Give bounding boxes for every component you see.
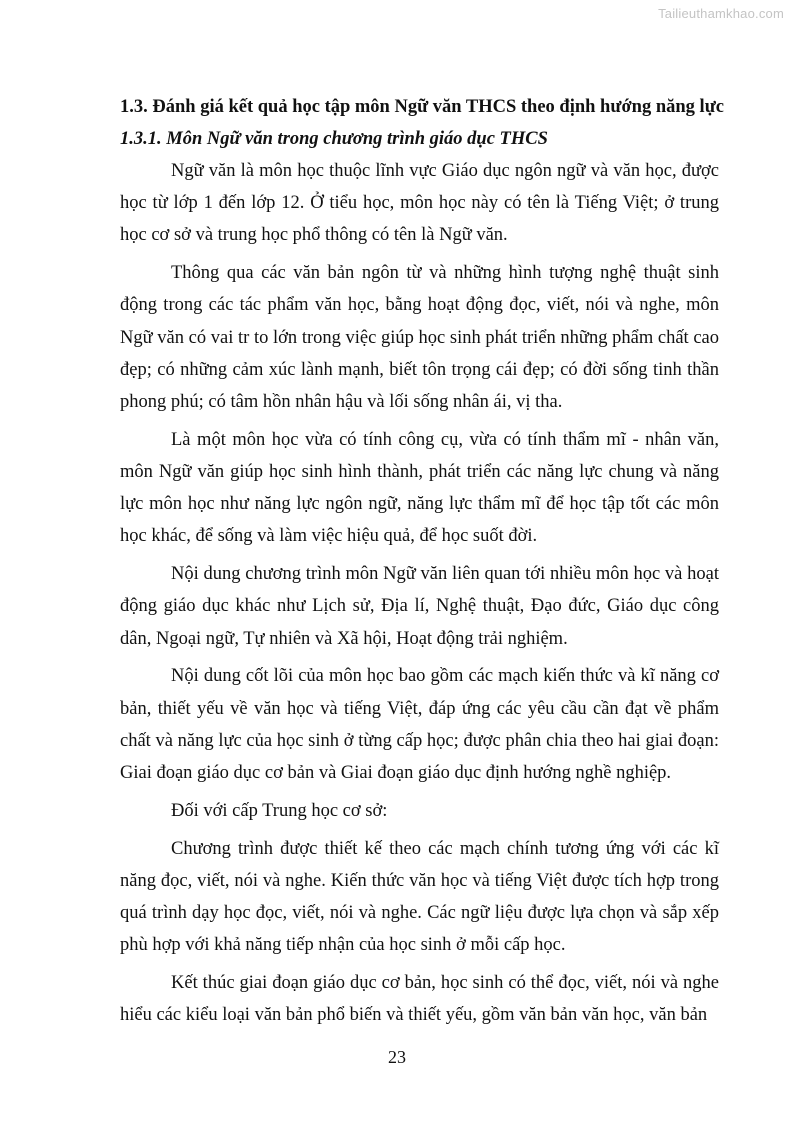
paragraph-1: Ngữ văn là môn học thuộc lĩnh vực Giáo dục ngôn ngữ và văn học, được học từ lớp 1 đến lớp 12. Ở tiểu học, môn học này có tên là Tiếng Việt; ở trung học cơ sở và trung học phổ thông có tên là Ngữ văn. [120, 161, 719, 246]
paragraph-8: Kết thúc giai đoạn giáo dục cơ bản, học sinh có thể đọc, viết, nói và nghe hiểu các kiểu loại văn bản phổ biến và thiết yếu, gồm văn bản văn học, văn bản [120, 973, 719, 1026]
watermark-text: Tailieuthamkhao.com [658, 6, 784, 21]
section-heading: 1.3. Đánh giá kết quả học tập môn Ngữ văn THCS theo định hướng năng lực [120, 97, 725, 117]
paragraph-4: Nội dung chương trình môn Ngữ văn liên quan tới nhiều môn học và hoạt động giáo dục khác như Lịch sử, Địa lí, Nghệ thuật, Đạo đức, Giáo dục công dân, Ngoại ngữ, Tự nhiên và Xã hội, Hoạt động trải nghiệm. [120, 564, 719, 649]
paragraph-2: Thông qua các văn bản ngôn từ và những hình tượng nghệ thuật sinh động trong các tác phẩm văn học, bằng hoạt động đọc, viết, nói và nghe, môn Ngữ văn có vai tr to lớn trong việc giúp học sinh phát triển những phẩm chất cao đẹp; có những cảm xúc lành mạnh, biết tôn trọng cái đẹp; có đời sống tinh thần phong phú; có tâm hồn nhân hậu và lối sống nhân ái, vị tha. [120, 263, 719, 413]
subsection-heading: 1.3.1. Môn Ngữ văn trong chương trình giáo dục THCS [120, 129, 548, 149]
paragraph-5: Nội dung cốt lõi của môn học bao gồm các mạch kiến thức và kĩ năng cơ bản, thiết yếu về văn học và tiếng Việt, đáp ứng các yêu cầu cần đạt về phẩm chất và năng lực của học sinh ở từng cấp học; được phân chia theo hai giai đoạn: Giai đoạn giáo dục cơ bản và Giai đoạn giáo dục định hướng nghề nghiệp. [120, 666, 719, 784]
paragraph-7: Chương trình được thiết kế theo các mạch chính tương ứng với các kĩ năng đọc, viết, nói và nghe. Kiến thức văn học và tiếng Việt được tích hợp trong quá trình dạy học đọc, viết, nói và nghe. Các ngữ liệu được lựa chọn và sắp xếp phù hợp với khả năng tiếp nhận của học sinh ở mỗi cấp học. [120, 838, 719, 956]
paragraph-6: Đối với cấp Trung học cơ sở: [171, 800, 388, 821]
paragraph-3: Là một môn học vừa có tính công cụ, vừa có tính thẩm mĩ - nhân văn, môn Ngữ văn giúp học sinh hình thành, phát triển các năng lực chung và năng lực môn học như năng lực ngôn ngữ, năng lực thẩm mĩ để học tập tốt các môn học khác, để sống và làm việc hiệu quả, để học suốt đời. [120, 429, 719, 547]
document-body [120, 91, 725, 1037]
page-number: 23 [388, 1047, 406, 1067]
